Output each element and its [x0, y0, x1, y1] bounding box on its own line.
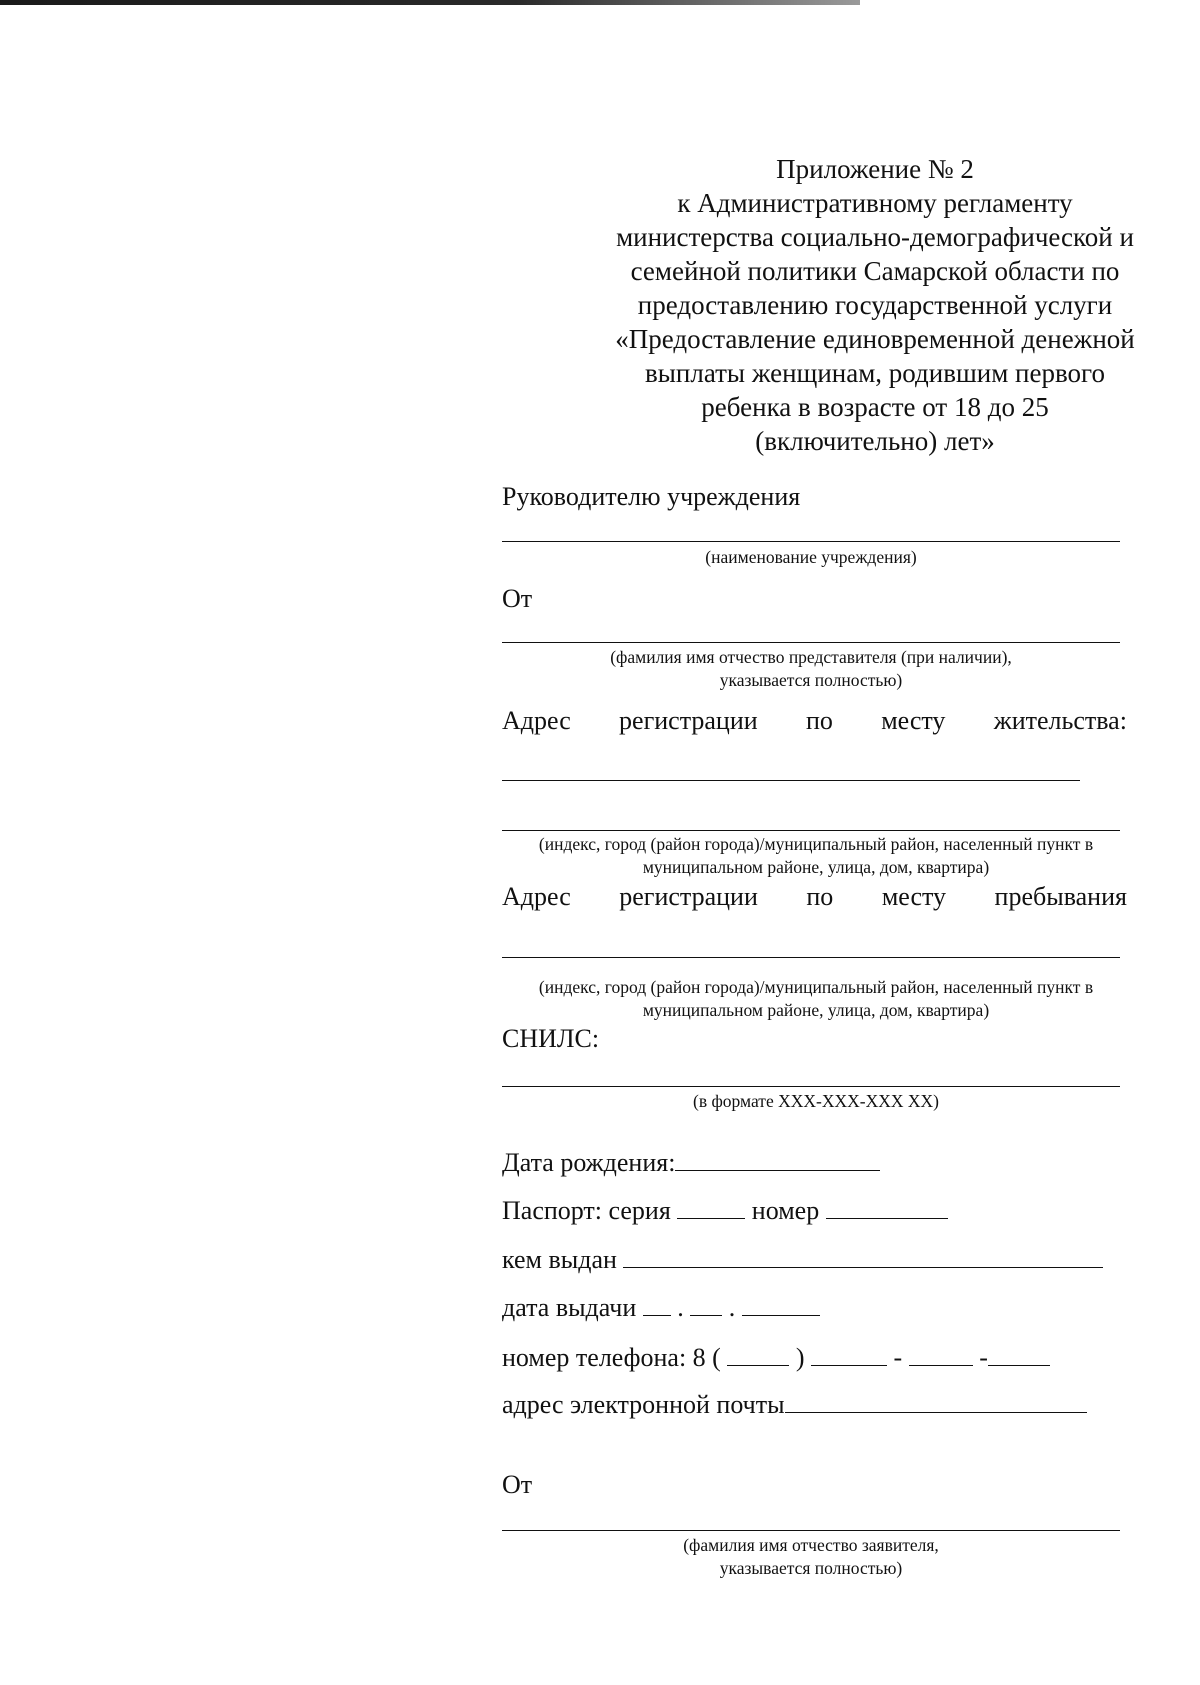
caption-line: (индекс, город (район города)/муниципальный район, населенный пункт в	[538, 977, 1094, 997]
header-line: (включительно) лет»	[755, 426, 995, 456]
phone-dash: -	[979, 1343, 988, 1372]
applicant-caption	[502, 1534, 1120, 1580]
phone-label: номер телефона:	[502, 1343, 687, 1372]
word: пребывания	[994, 882, 1127, 911]
residence-address-caption	[502, 833, 1130, 879]
header-line: Приложение № 2	[776, 154, 974, 184]
word: жительства:	[993, 706, 1127, 735]
representative-name-field[interactable]	[502, 642, 1120, 643]
issue-date-row	[502, 1293, 820, 1323]
phone-close-paren: )	[795, 1343, 805, 1372]
word: Адрес	[502, 882, 571, 911]
phone-prefix: 8 (	[692, 1343, 721, 1372]
phone-dash: -	[893, 1343, 903, 1372]
applicant-name-field[interactable]	[502, 1530, 1120, 1531]
caption-line: (фамилия имя отчество представителя (при наличии),	[610, 647, 1012, 667]
issue-date-label: дата выдачи	[502, 1293, 637, 1322]
snils-field[interactable]	[502, 1086, 1120, 1087]
date-separator: .	[677, 1293, 684, 1322]
issue-day-field[interactable]	[643, 1293, 671, 1316]
addressee-label: Руководителю учреждения	[502, 482, 801, 511]
scan-edge-artifact	[0, 0, 860, 5]
email-label: адрес электронной почты	[502, 1390, 785, 1419]
word: по	[806, 882, 834, 911]
caption-line: муниципальном районе, улица, дом, квартира)	[642, 857, 990, 877]
phone-part3-field[interactable]	[988, 1343, 1050, 1366]
snils-caption: (в формате ХХХ-ХХХ-ХХХ ХХ)	[693, 1091, 939, 1111]
stay-address-label	[502, 882, 1127, 912]
from-label: От	[502, 584, 533, 613]
email-row	[502, 1390, 1087, 1420]
caption-line: указывается полностью)	[719, 670, 903, 690]
phone-part1-field[interactable]	[811, 1343, 887, 1366]
word: месту	[881, 882, 947, 911]
residence-address-label	[502, 706, 1127, 736]
phone-part2-field[interactable]	[909, 1343, 973, 1366]
header-line: ребенка в возрасте от 18 до 25	[701, 392, 1049, 422]
passport-series-field[interactable]	[677, 1196, 745, 1219]
header-line: к Административному регламенту	[677, 188, 1073, 218]
issued-by-field[interactable]	[623, 1245, 1103, 1268]
passport-number-field[interactable]	[826, 1196, 948, 1219]
word: месту	[881, 706, 946, 735]
passport-row	[502, 1196, 948, 1226]
issue-month-field[interactable]	[690, 1293, 722, 1316]
residence-address-field-1[interactable]	[502, 780, 1080, 781]
institution-field[interactable]	[502, 541, 1120, 542]
header-line: выплаты женщинам, родившим первого	[645, 358, 1105, 388]
issued-by-label: кем выдан	[502, 1245, 617, 1274]
word: по	[805, 706, 833, 735]
representative-caption	[502, 646, 1120, 692]
phone-code-field[interactable]	[727, 1343, 789, 1366]
header-line: предоставлению государственной услуги	[637, 290, 1113, 320]
issue-year-field[interactable]	[742, 1293, 820, 1316]
birth-date-field[interactable]	[675, 1148, 880, 1171]
residence-address-field-2[interactable]	[502, 830, 1120, 831]
header-line: семейной политики Самарской области по	[630, 256, 1120, 286]
passport-number-label: номер	[751, 1196, 820, 1225]
stay-address-field[interactable]	[502, 957, 1120, 958]
birth-date-label: Дата рождения:	[502, 1148, 676, 1177]
word: регистрации	[619, 882, 758, 911]
email-field[interactable]	[785, 1390, 1087, 1413]
word: регистрации	[619, 706, 758, 735]
caption-line: муниципальном районе, улица, дом, квартира)	[642, 1000, 990, 1020]
header-line: «Предоставление единовременной денежной	[615, 324, 1135, 354]
snils-label: СНИЛС:	[502, 1024, 600, 1053]
header-line: министерства социально-демографической и	[616, 222, 1134, 252]
word: Адрес	[502, 706, 571, 735]
issued-by-row	[502, 1245, 1103, 1275]
stay-address-caption	[502, 976, 1130, 1022]
birth-date-row	[502, 1148, 880, 1178]
date-separator: .	[728, 1293, 736, 1322]
caption-line: указывается полностью)	[719, 1558, 903, 1578]
institution-caption: (наименование учреждения)	[705, 547, 917, 567]
from-label: От	[502, 1470, 533, 1499]
phone-row	[502, 1343, 1050, 1373]
passport-series-label: Паспорт: серия	[502, 1196, 671, 1225]
caption-line: (фамилия имя отчество заявителя,	[683, 1535, 939, 1555]
caption-line: (индекс, город (район города)/муниципальный район, населенный пункт в	[538, 834, 1094, 854]
appendix-header	[605, 152, 1145, 458]
